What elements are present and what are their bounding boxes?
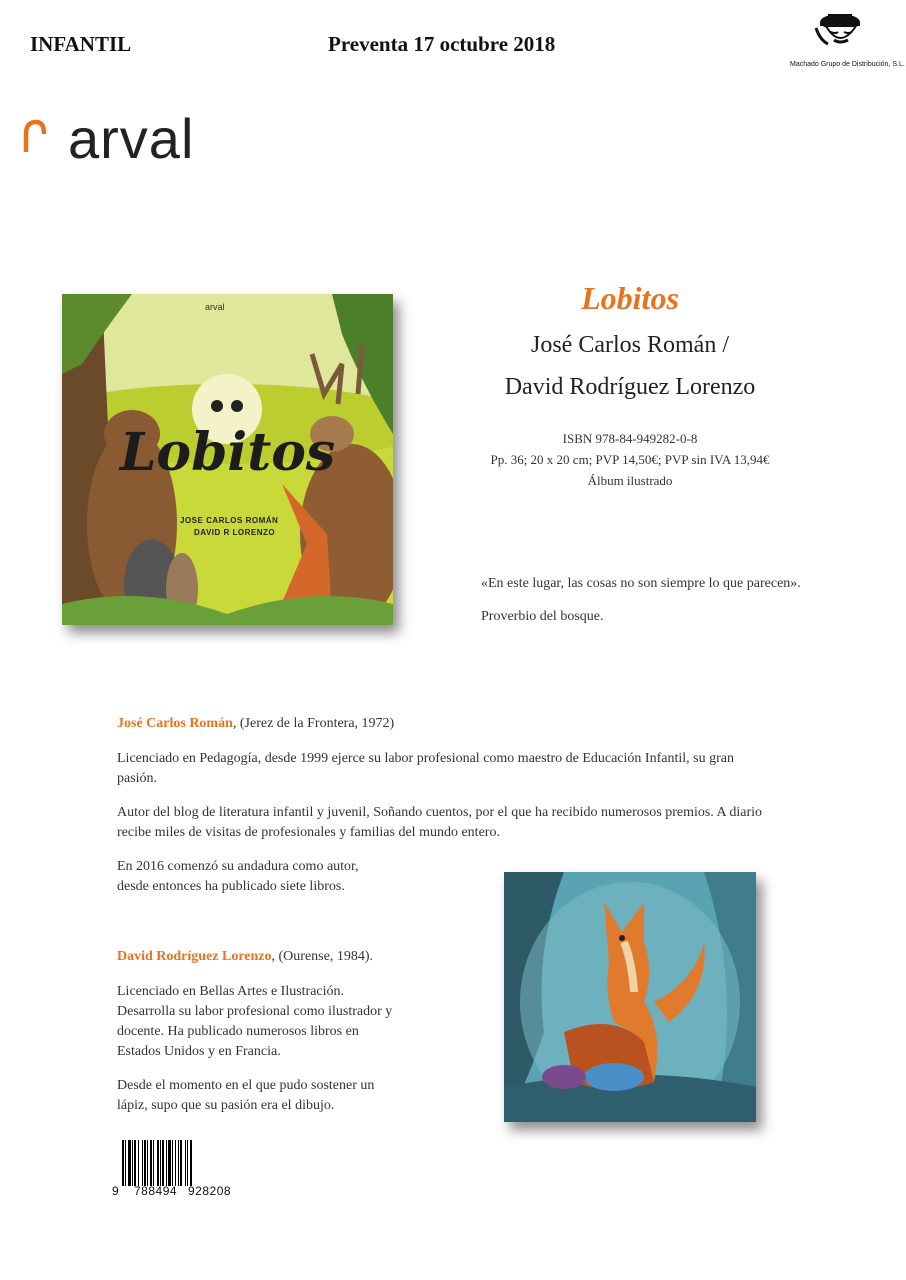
- barcode-bar: [190, 1140, 192, 1186]
- barcode-bar: [147, 1140, 148, 1186]
- barcode-bar: [128, 1140, 131, 1186]
- bio2-name: David Rodríguez Lorenzo: [117, 949, 272, 964]
- bio1-paragraph3-line1: En 2016 comenzó su andadura como autor,: [117, 859, 359, 874]
- barcode-bar: [175, 1140, 176, 1186]
- book-cover: [62, 294, 393, 625]
- cover-author2: DAVID R LORENZO: [194, 528, 276, 537]
- barcode-first-digit: 9: [112, 1184, 119, 1198]
- bio2-paragraph1-line4: Estados Unidos y en Francia.: [117, 1044, 281, 1059]
- barcode-bar: [162, 1140, 164, 1186]
- bio2-paragraph1-line1: Licenciado en Bellas Artes e Ilustración.: [117, 984, 345, 999]
- publisher-logo-text: arval: [68, 107, 195, 170]
- distributor-caption: Machado Grupo de Distribución, S.L.: [790, 61, 905, 68]
- barcode-bar: [125, 1140, 126, 1186]
- barcode-bars: [122, 1140, 236, 1186]
- barcode: [112, 1140, 238, 1202]
- book-author-line1: José Carlos Román /: [531, 332, 729, 358]
- bio2-paragraph2-line1: Desde el momento en el que pudo sostener un: [117, 1078, 375, 1093]
- bio2-paragraph2-line2: lápiz, supo que su pasión era el dibujo.: [117, 1098, 335, 1113]
- barcode-bar: [187, 1140, 188, 1186]
- bio1-paragraph2: Autor del blog de literatura infantil y juvenil, Soñando cuentos, por el que ha recibido numerosos premios. A diario recibe miles de visitas de profesionales y familias del mundo entero.: [117, 805, 763, 840]
- barcode-bar: [172, 1140, 173, 1186]
- book-specs: Pp. 36; 20 x 20 cm; PVP 14,50€; PVP sin IVA 13,94€: [490, 452, 770, 467]
- bio1-paragraph3-line2: desde entonces ha publicado siete libros.: [117, 879, 345, 894]
- distributor-portrait-icon: [790, 10, 890, 54]
- barcode-group2: 928208: [188, 1184, 232, 1198]
- barcode-bar: [132, 1140, 133, 1186]
- book-isbn: ISBN 978-84-949282-0-8: [562, 431, 698, 446]
- fox-illustration: [504, 872, 756, 1122]
- publisher-logo: [22, 107, 222, 174]
- barcode-bar: [122, 1140, 124, 1186]
- barcode-bar: [168, 1140, 171, 1186]
- barcode-group1: 788494: [134, 1184, 178, 1198]
- book-quote: «En este lugar, las cosas no son siempre lo que parecen».: [481, 576, 801, 591]
- barcode-bar: [138, 1140, 139, 1186]
- barcode-bar: [134, 1140, 136, 1186]
- distributor-logo: [790, 10, 905, 68]
- book-author-line2: David Rodríguez Lorenzo: [504, 374, 756, 400]
- cover-publisher: arval: [205, 302, 225, 312]
- barcode-bar: [153, 1140, 154, 1186]
- category-label: INFANTIL: [30, 32, 132, 56]
- bio2-paragraph1-line2: Desarrolla su labor profesional como ilustrador y: [117, 1004, 393, 1019]
- cover-author1: JOSE CARLOS ROMÁN: [180, 516, 279, 525]
- barcode-bar: [178, 1140, 179, 1186]
- barcode-bar: [180, 1140, 182, 1186]
- bio2-paragraph1-line3: docente. Ha publicado numerosos libros en: [117, 1024, 359, 1039]
- interior-illustration: [504, 872, 756, 1122]
- barcode-bar: [144, 1140, 146, 1186]
- bio2-heading: [117, 947, 373, 967]
- cover-title: Lobitos: [119, 422, 336, 483]
- publisher-logo-arc-icon: [22, 116, 48, 156]
- barcode-bar: [166, 1140, 167, 1186]
- barcode-bar: [185, 1140, 186, 1186]
- barcode-bar: [150, 1140, 152, 1186]
- barcode-bar: [157, 1140, 159, 1186]
- barcode-bar: [160, 1140, 161, 1186]
- bio1-paragraph1: Licenciado en Pedagogía, desde 1999 ejerce su labor profesional como maestro de Educación Infantil, su gran pasión.: [117, 751, 734, 786]
- bio1-name: José Carlos Román: [117, 716, 233, 731]
- book-format: Álbum ilustrado: [587, 473, 673, 488]
- book-title: Lobitos: [581, 280, 679, 316]
- book-quote-source: Proverbio del bosque.: [481, 609, 604, 624]
- bio2-origin: , (Ourense, 1984).: [271, 949, 373, 964]
- bio1-origin: , (Jerez de la Frontera, 1972): [232, 716, 395, 731]
- barcode-bar: [142, 1140, 143, 1186]
- bio1-heading: [117, 714, 394, 734]
- presale-date: Preventa 17 octubre 2018: [328, 32, 556, 56]
